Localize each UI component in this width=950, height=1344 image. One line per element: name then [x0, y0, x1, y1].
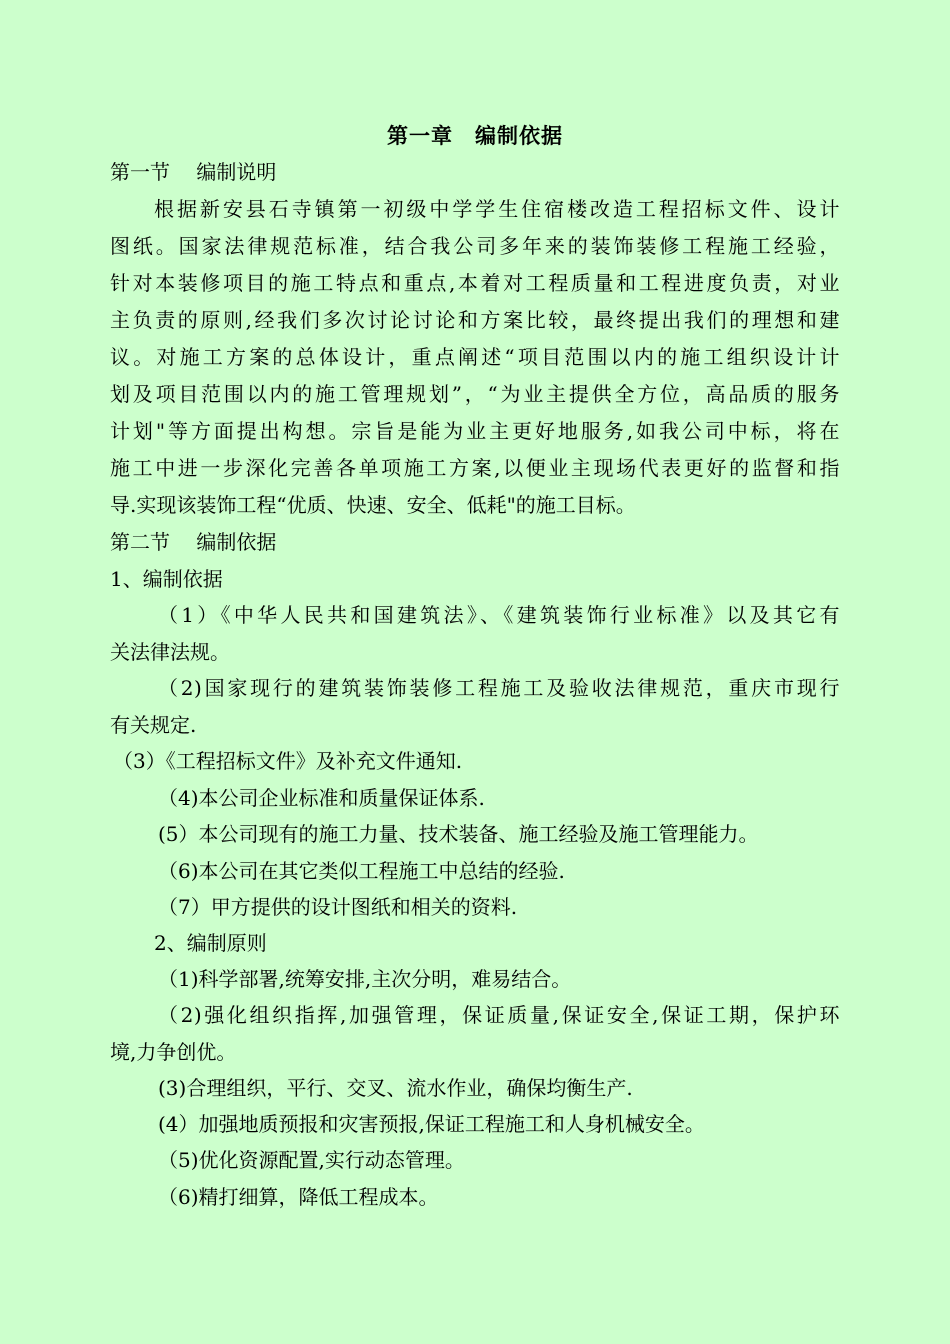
section-heading-1: 第一节 编制说明	[110, 160, 277, 184]
basis-item: （6)本公司在其它类似工程施工中总结的经验.	[158, 859, 565, 883]
paragraph-line: 针对本装修项目的施工特点和重点,本着对工程质量和工程进度负责，对业	[110, 271, 840, 295]
basis-item: （4)本公司企业标准和质量保证体系.	[158, 786, 485, 810]
section-heading-2: 第二节 编制依据	[110, 530, 277, 554]
paragraph-line: 根据新安县石寺镇第一初级中学学生住宿楼改造工程招标文件、设计	[154, 197, 840, 221]
chapter-title: 第一章 编制依据	[387, 123, 563, 148]
paragraph-line: 计划"等方面提出构想。宗旨是能为业主更好地服务,如我公司中标，将在	[110, 419, 840, 443]
basis-heading: 1、编制依据	[110, 567, 223, 591]
paragraph-line: 图纸。国家法律规范标准，结合我公司多年来的装饰装修工程施工经验，	[110, 234, 840, 258]
paragraph-line: 划及项目范围以内的施工管理规划”，“为业主提供全方位，高品质的服务	[110, 382, 840, 406]
basis-item: （2)国家现行的建筑装饰装修工程施工及验收法律规范，重庆市现行	[158, 676, 840, 700]
paragraph-line: 主负责的原则,经我们多次讨论讨论和方案比较，最终提出我们的理想和建	[110, 308, 840, 332]
basis-item: 关法律法规。	[110, 640, 230, 664]
paragraph-line: 议。对施工方案的总体设计，重点阐述“项目范围以内的施工组织设计计	[110, 345, 840, 369]
principle-item: 境,力争创优。	[110, 1040, 237, 1064]
principle-item: （6)精打细算，降低工程成本。	[158, 1185, 439, 1209]
basis-item: （3）《工程招标文件》及补充文件通知.	[113, 749, 463, 773]
basis-item: (5）本公司现有的施工力量、技术装备、施工经验及施工管理能力。	[158, 822, 759, 846]
principle-item: （1)科学部署,统筹安排,主次分明，难易结合。	[158, 967, 572, 991]
principle-item: （5)优化资源配置,实行动态管理。	[158, 1148, 465, 1172]
principle-item: (3)合理组织，平行、交叉、流水作业，确保均衡生产.	[158, 1076, 633, 1100]
principle-item: (4）加强地质预报和灾害预报,保证工程施工和人身机械安全。	[158, 1112, 705, 1136]
paragraph-line: 施工中进一步深化完善各单项施工方案,以便业主现场代表更好的监督和指	[110, 456, 840, 480]
basis-item: （1）《中华人民共和国建筑法》、《建筑装饰行业标准》以及其它有	[158, 603, 840, 627]
principles-heading: 2、编制原则	[154, 931, 267, 955]
basis-item: （7）甲方提供的设计图纸和相关的资料.	[158, 895, 518, 919]
basis-item: 有关规定.	[110, 713, 197, 737]
paragraph-line: 导.实现该装饰工程“优质、快速、安全、低耗"的施工目标。	[110, 493, 636, 517]
principle-item: （2)强化组织指挥,加强管理，保证质量,保证安全,保证工期，保护环	[158, 1003, 840, 1027]
